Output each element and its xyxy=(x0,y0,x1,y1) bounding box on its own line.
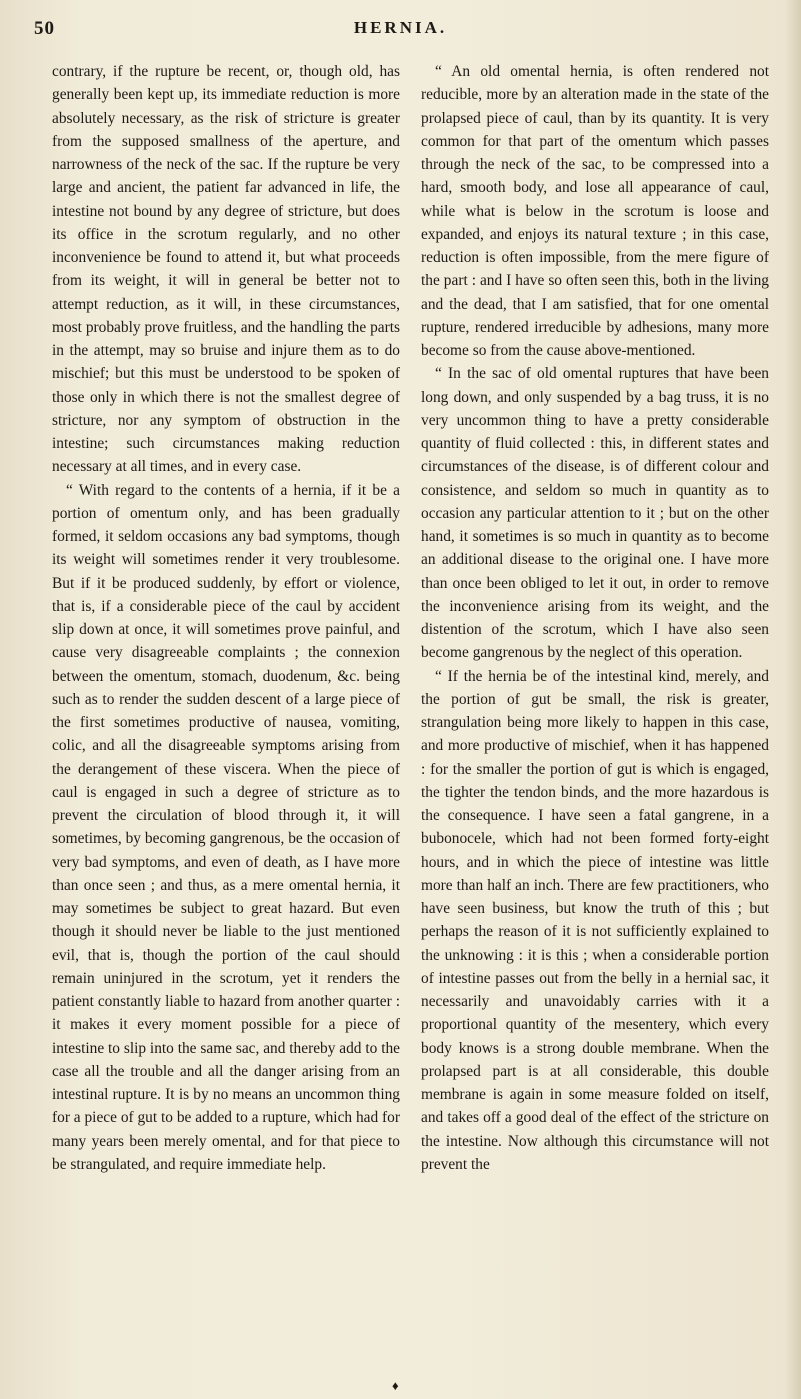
footer-mark: ♦ xyxy=(392,1378,399,1393)
page-edge-shadow xyxy=(785,0,801,1399)
left-column xyxy=(52,60,400,1176)
page-header xyxy=(34,18,767,54)
paragraph: contrary, if the rupture be recent, or, though old, has generally been kept up, its immediate reduction is more absolutely necessary, as the risk of stricture is greater from the supposed smallness of the aperture, and narrowness of the neck of the sac. If the rupture be very large and ancient, the patient far advanced in life, the intestine not bound by any degree of stricture, but does its office in the scrotum regularly, and no other inconvenience be found to attend it, but what proceeds from its weight, it will in general be better not to attempt reduction, as it will, in these circumstances, most probably prove fruitless, and the handling the parts in the attempt, may so bruise and injure them as to do mischief; but this must be understood to be spoken of those only in which there is not the smallest degree of stricture, nor any symptom of obstruction in the intestine; such circumstances making reduction necessary at all times, and in every case. xyxy=(52,63,400,476)
running-title: HERNIA. xyxy=(353,18,448,37)
paragraph: “ With regard to the contents of a hernia, if it be a portion of omentum only, and has been gradually formed, it seldom occasions any bad symptoms, though its weight will sometimes render it very troublesome. But if it be produced suddenly, by effort or violence, that is, if a considerable piece of the caul by accident slip down at once, it will sometimes prove painful, and cause very disagreeable complaints ; the connexion between the omentum, stomach, duodenum, &c. being such as to render the sudden descent of a large piece of the first sometimes productive of nausea, vomiting, colic, and all the disagreeable symptoms arising from the derangement of these viscera. When the piece of caul is engaged in such a degree of stricture as to prevent the circulation of blood through it, it will sometimes, by becoming gangrenous, be the occasion of very bad symptoms, and even of death, as I have more than once seen ; and thus, as a mere omental hernia, it may sometimes be subject to great hazard. But even though it should never be liable to the just mentioned evil, that is, though the portion of the caul should remain uninjured in the scrotum, yet it renders the patient constantly liable to hazard from another quarter : it makes it every moment possible for a piece of intestine to slip into the same sac, and thereby add to the case all the trouble and all the danger arising from an intestinal rupture. It is by no means an uncommon thing for a piece of gut to be added to a rupture, which had for many years been merely omental, and for that piece to be strangulated, and require immediate help. xyxy=(52,481,400,1173)
paragraph: “ An old omental hernia, is often rendered not reducible, more by an alteration made in the state of the prolapsed piece of caul, than by its quantity. It is very common for that part of the omentum which passes through the neck of the sac, to be compressed into a hard, smooth body, and lose all appearance of caul, while what is below in the scrotum is loose and expanded, and enjoys its natural texture ; in this case, reduction is often impossible, from the mere figure of the part : and I have so often seen this, both in the living and the dead, that I am satisfied, that for one omental rupture, rendered irreducible by adhesions, many more become so from the cause above-mentioned. xyxy=(421,63,769,359)
paragraph: “ If the hernia be of the intestinal kind, merely, and the portion of gut be small, the risk is greater, strangulation being more likely to happen in this case, and more productive of mischief, when it has happened : for the smaller the portion of gut is which is engaged, the tighter the tendon binds, and the more hazardous is the consequence. I have seen a fatal gangrene, in a bubonocele, which had not been formed forty-eight hours, and in which the piece of intestine was little more than half an inch. There are few practitioners, who have seen business, but know the truth of this ; but perhaps the reason of it is not sufficiently explained to the unknowing : it is this ; when a considerable portion of intestine passes out from the belly in a hernial sac, it necessarily and unavoidably carries with it a proportional quantity of the mesentery, which every body knows is a strong double membrane. When the prolapsed part is at all considerable, this double membrane is again in some measure folded on itself, and takes off a good deal of the effect of the stricture on the intestine. Now although this circumstance will not prevent the xyxy=(421,667,769,1173)
page-number: 50 xyxy=(34,18,55,39)
paragraph: “ In the sac of old omental ruptures that have been long down, and only suspended by a bag truss, it is no very uncommon thing to have a pretty considerable quantity of fluid collected : this, in different states and circumstances of the disease, is of different colour and consistence, and seldom so much in quantity as to occasion any particular attention to it ; but on the other hand, it sometimes is so much in quantity as to become an additional disease to the original one. I have more than once been obliged to let it out, in order to remove the inconvenience arising from its weight, and the distention of the scrotum, which I have also seen become gangrenous by the neglect of this operation. xyxy=(421,365,769,662)
right-column xyxy=(421,60,769,1176)
